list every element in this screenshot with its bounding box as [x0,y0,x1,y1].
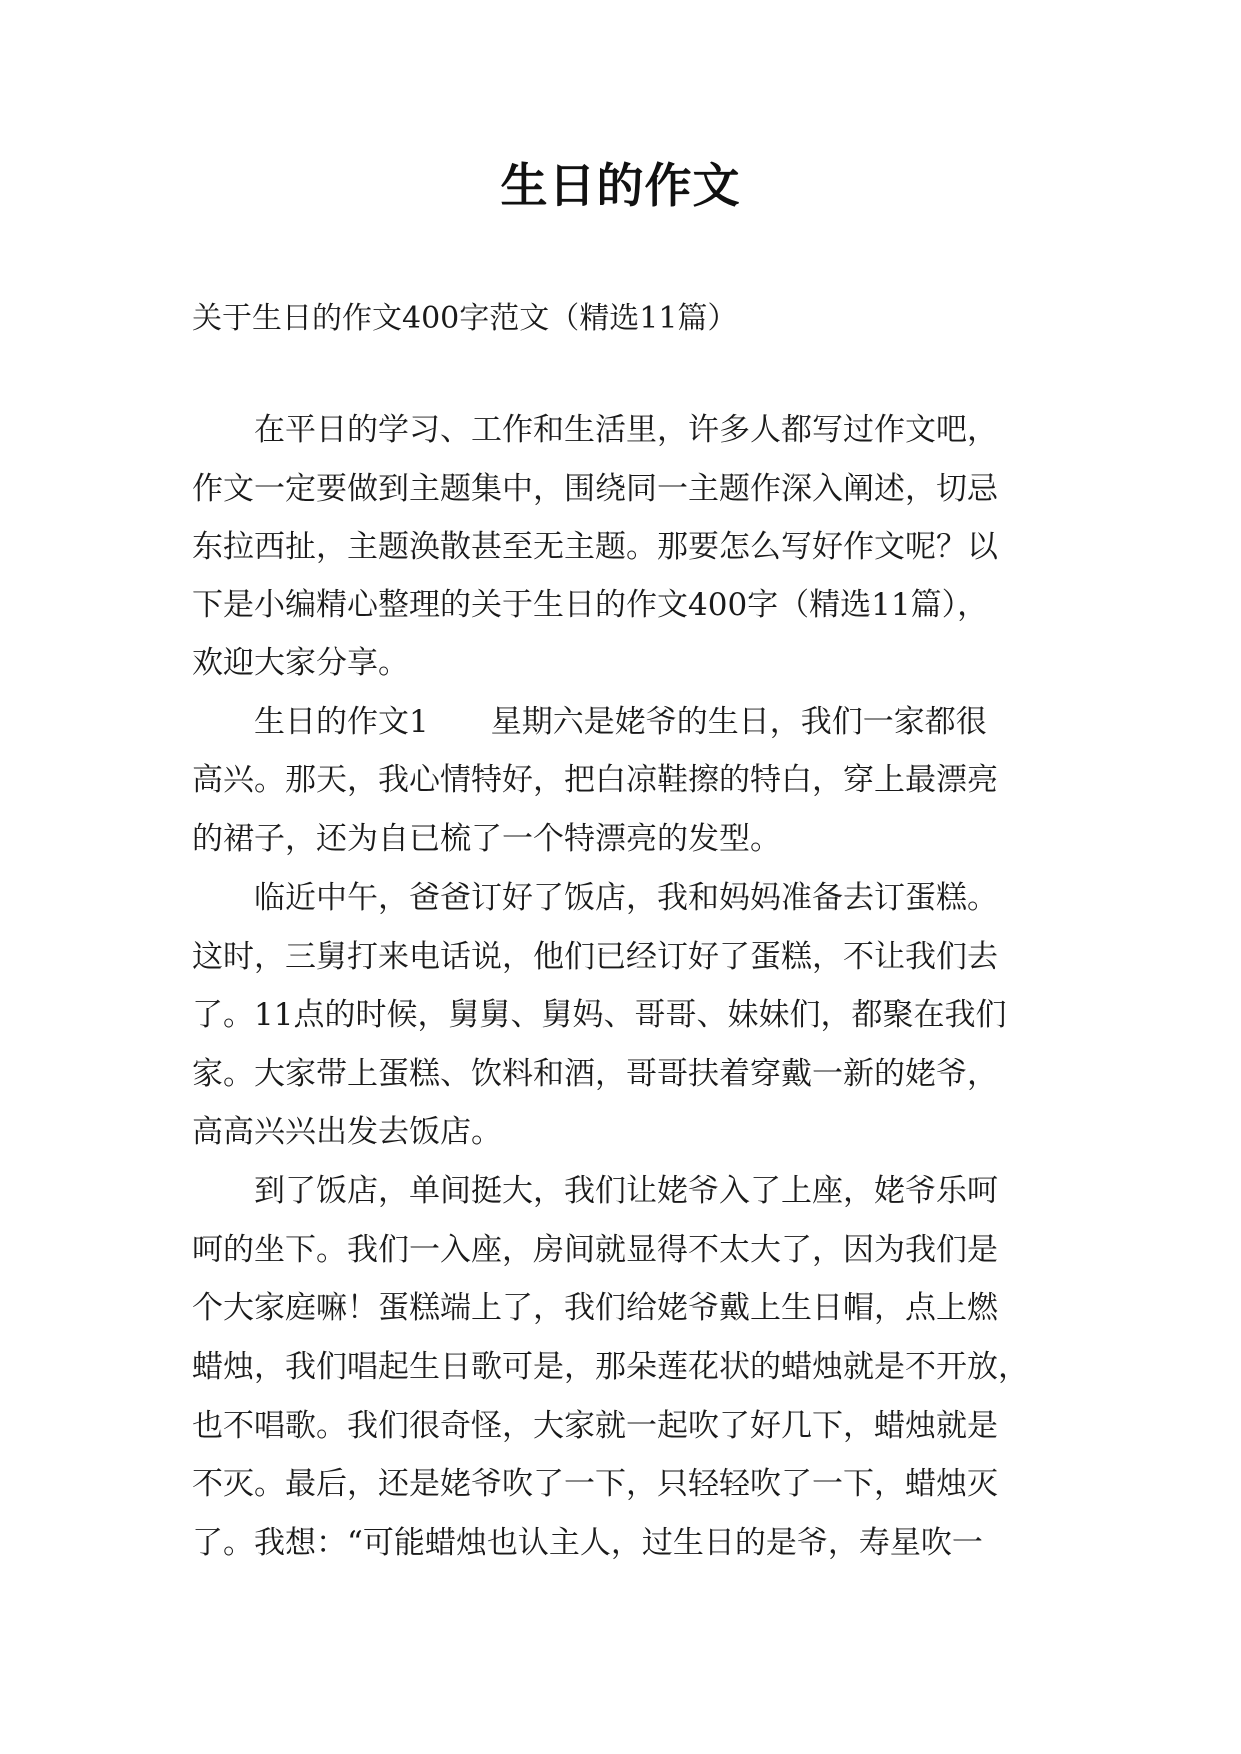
text-line: 高高兴兴出发去饭店。 [192,1114,502,1150]
text-line: 临近中午，爸爸订好了饭店，我和妈妈准备去订蛋糕。 [192,880,998,916]
text-line: 不灭。最后，还是姥爷吹了一下，只轻轻吹了一下，蜡烛灭 [192,1466,998,1502]
text-line: 下是小编精心整理的关于生日的作文400字（精选11篇）， [192,587,989,623]
text-line: 在平日的学习、工作和生活里，许多人都写过作文吧， [192,412,998,448]
text-line: 东拉西扯，主题涣散甚至无主题。那要怎么写好作文呢？以 [192,529,998,565]
text-line: 了。11点的时候，舅舅、舅妈、哥哥、妹妹们，都聚在我们 [192,997,1007,1033]
text-line: 的裙子，还为自已梳了一个特漂亮的发型。 [192,821,781,857]
text-line: 生日的作文1 星期六是姥爷的生日，我们一家都很 [192,704,987,740]
text-line: 高兴。那天，我心情特好，把白凉鞋擦的特白，穿上最漂亮 [192,762,998,798]
text-line: 到了饭店，单间挺大，我们让姥爷入了上座，姥爷乐呵 [192,1173,998,1209]
text-line: 了。我想：“可能蜡烛也认主人，过生日的是爷，寿星吹一 [192,1525,983,1561]
text-line: 也不唱歌。我们很奇怪，大家就一起吹了好几下，蜡烛就是 [192,1408,998,1444]
text-line: 作文一定要做到主题集中，围绕同一主题作深入阐述，切忌 [192,471,998,507]
text-line: 蜡烛，我们唱起生日歌可是，那朵莲花状的蜡烛就是不开放， [192,1349,1029,1385]
document-subtitle: 关于生日的作文400字范文（精选11篇） [192,301,738,336]
text-line: 欢迎大家分享。 [192,645,409,681]
text-line: 这时，三舅打来电话说，他们已经订好了蛋糕，不让我们去 [192,939,998,975]
document-title: 生日的作文 [500,159,741,214]
text-line: 家。大家带上蛋糕、饮料和酒，哥哥扶着穿戴一新的姥爷， [192,1056,998,1092]
text-line: 个大家庭嘛！蛋糕端上了，我们给姥爷戴上生日帽，点上燃 [192,1290,998,1326]
text-line: 呵的坐下。我们一入座，房间就显得不太大了，因为我们是 [192,1232,998,1268]
